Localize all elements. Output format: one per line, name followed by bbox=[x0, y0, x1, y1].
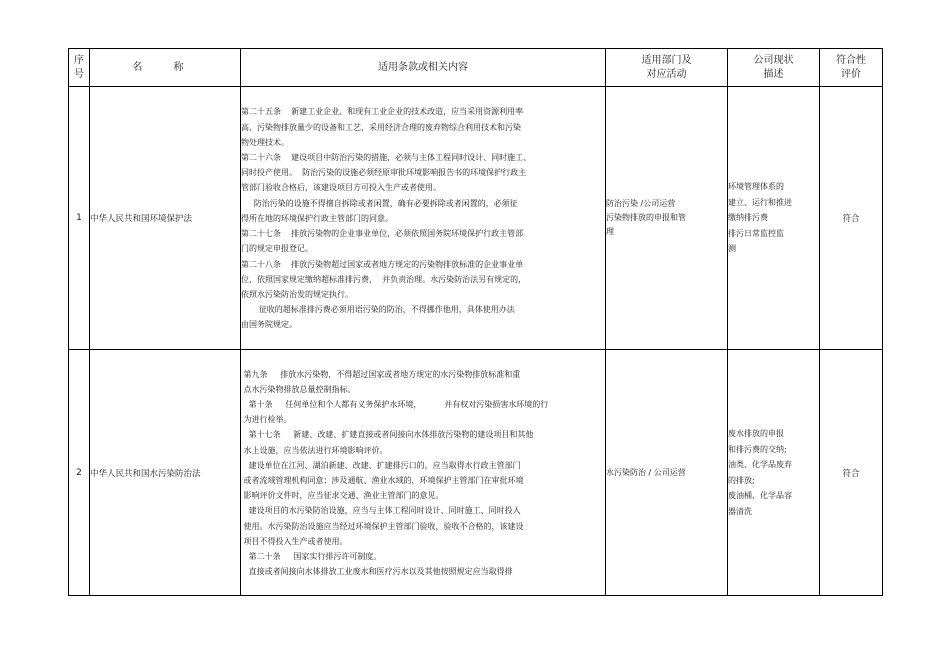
clause-line: 第十条 任何单位和个人都有义务保护水环境， 并有权对污染损害水环境的行 bbox=[241, 399, 549, 409]
company-status: 废水排放的申报 和排污费的交纳; 油类、化学品废弃 的排放; 废油桶、化学品容 器清洗 bbox=[728, 350, 820, 596]
clause-line: 影响评价文件时，应当征求交通、渔业主管部门的意见。 bbox=[241, 491, 444, 501]
table-row bbox=[69, 350, 883, 596]
header-name: 名 称 bbox=[90, 49, 241, 87]
table-row bbox=[69, 87, 883, 350]
clause-line: 第十七条 新建、改建、扩建直接或者间接向水体排放污染物的建设项目和其他 bbox=[241, 430, 534, 440]
compliance-eval: 符合 bbox=[820, 87, 883, 350]
clause-line: 第二十七条 排放污染物的企业事业单位，必须依照国务院环境保护行政主管部 bbox=[241, 229, 524, 239]
clause-line: 水上设施，应当依法进行环境影响评价。 bbox=[241, 445, 388, 455]
clause-line: 建设单位在江河、湖泊新建、改建、扩建排污口的，应当取得水行政主管部门 bbox=[241, 460, 521, 470]
clause-line: 第二十六条 建设项目中防治污染的措施，必须与主体工程同时设计、同时施工、 bbox=[241, 153, 532, 163]
header-eval: 符合性 评价 bbox=[820, 49, 883, 87]
law-name: 中华人民共和国环境保护法 bbox=[90, 87, 241, 350]
regulation-table bbox=[68, 48, 883, 596]
clause-line: 建设项目的水污染防治设施，应当与主体工程同时设计、同时施工、同时投入 bbox=[241, 506, 521, 516]
law-name: 中华人民共和国水污染防治法 bbox=[90, 350, 241, 596]
header-content: 适用条款或相关内容 bbox=[241, 49, 606, 87]
row-number: 1 bbox=[69, 87, 90, 350]
clause-line: 门的规定申报登记。 bbox=[241, 244, 313, 254]
clause-line: 高、污染物排放量少的设备和工艺，采用经济合理的废弃物综合利用技术和污染 bbox=[241, 122, 521, 132]
clause-line: 为进行检举。 bbox=[241, 415, 292, 425]
clause-line: 防治污染的设施不得擅自拆除或者闲置，确有必要拆除或者闲置的，必须征 bbox=[241, 198, 518, 208]
clause-line: 物处理技术。 bbox=[241, 137, 289, 147]
clause-content bbox=[241, 350, 606, 596]
clause-line: 第二十八条 排放污染物超过国家或者地方规定的污染物排放标准的企业事业单 bbox=[241, 259, 524, 269]
dept-activity: 水污染防治 / 公司运营 bbox=[606, 350, 728, 596]
clause-line: 项目不得投入生产或者使用。 bbox=[241, 536, 348, 546]
compliance-eval: 符合 bbox=[820, 350, 883, 596]
clause-line: 得所在地的环境保护行政主管部门的同意。 bbox=[241, 213, 393, 223]
company-status: 环境管理体系的 建立、运行和推进 缴纳排污费 排污日常监控监 测 bbox=[728, 87, 820, 350]
clause-line: 位，依照国家规定缴纳超标准排污费， 并负责治理。水污染防治法另有规定的， bbox=[241, 274, 527, 284]
clause-line: 依照水污染防治发的规定执行。 bbox=[241, 289, 353, 299]
clause-line: 第二十条 国家实行排污许可制度。 bbox=[241, 552, 382, 562]
clause-line: 直接或者间接向水体排放工业废水和医疗污水以及其他按照规定应当取得排 bbox=[241, 567, 513, 577]
clause-line: 或者流域管理机构同意；涉及通航、渔业水域的，环境保护主管部门在审批环境 bbox=[241, 476, 524, 485]
clause-line: 点水污染物排放总量控制指标。 bbox=[241, 384, 356, 394]
clause-line: 由国务院规定。 bbox=[241, 320, 297, 330]
header-dept: 适用部门及 对应活动 bbox=[606, 49, 728, 87]
header-status: 公司现状 描述 bbox=[728, 49, 820, 87]
clause-line: 管部门验收合格后，该建设项目方可投入生产或者使用。 bbox=[241, 183, 441, 193]
clause-content bbox=[241, 87, 606, 350]
header-no: 序 号 bbox=[69, 49, 90, 87]
row-number: 2 bbox=[69, 350, 90, 596]
clause-line: 征收的超标准排污费必须用语污染的防治，不得挪作他用，具体使用办法 bbox=[241, 305, 515, 315]
header-row bbox=[69, 49, 883, 87]
clause-line: 同时投产使用。 防治污染的设施必须经原审批环境影响报告书的环境保护行政主 bbox=[241, 168, 527, 178]
clause-line: 第九条 排放水污染物，不得超过国家或者地方规定的水污染物排放标准和重 bbox=[241, 369, 521, 379]
dept-activity: 防治污染 /公司运营 污染物排放的申报和管 理 bbox=[606, 87, 728, 350]
clause-line: 第二十五条 新建工业企业、和现有工业企业的技术改造，应当采用资源利用率 bbox=[241, 107, 524, 117]
clause-line: 使用。水污染防治设施应当经过环境保护主管部门验收，验收不合格的，该建设 bbox=[241, 521, 524, 531]
